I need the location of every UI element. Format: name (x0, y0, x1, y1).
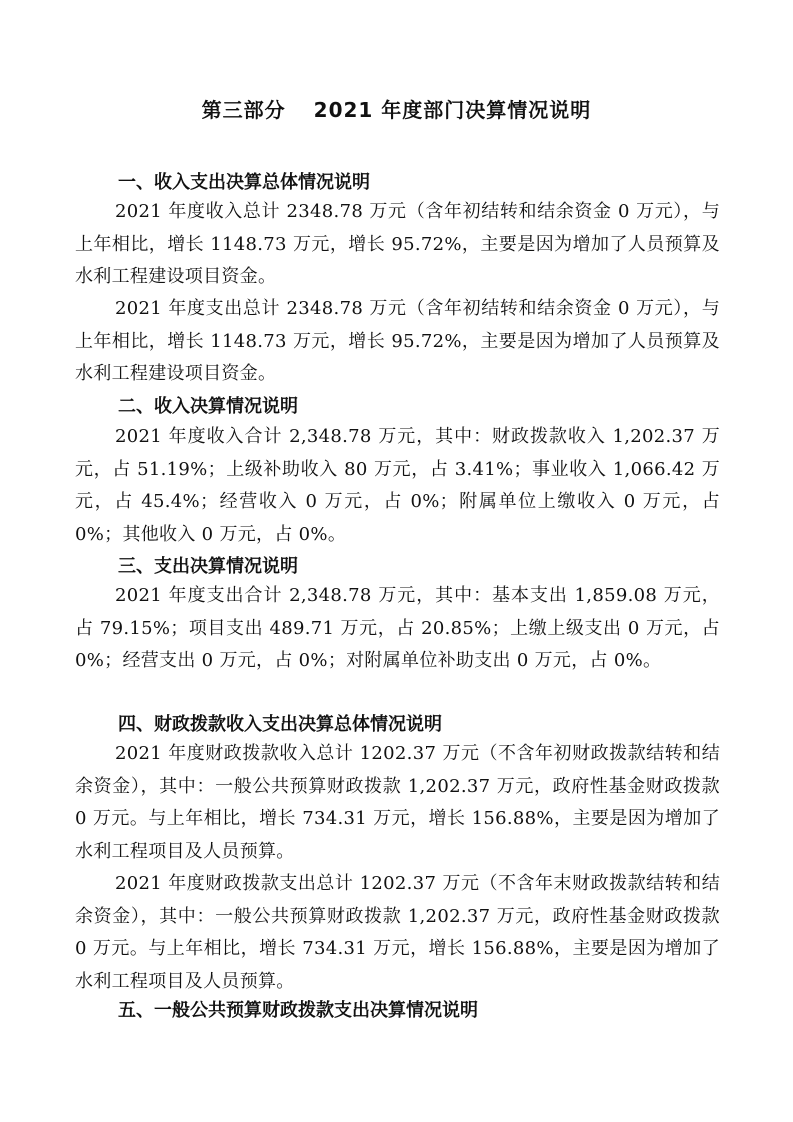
paragraph-2-1: 2021 年度收入合计 2,348.78 万元，其中：财政拨款收入 1,202.37 万元，占 51.19%；上级补助收入 80 万元，占 3.41%；事业收入 1,066.42 万元，占 45.4%；经营收入 0 万元，占 0%；附属单位上缴收入 0 万元，占 0%；其他收入 0 万元，占 0%。 (75, 426, 720, 545)
paragraph-4-2: 2021 年度财政拨款支出总计 1202.37 万元（不含年末财政拨款结转和结余资金），其中：一般公共预算财政拨款 1,202.37 万元，政府性基金财政拨款 0 万元。与上年相比，增长 734.31 万元，增长 156.88%，主要是因为增加了水利工程项目及人员预算。 (75, 873, 720, 992)
section-heading-5: 五、一般公共预算财政拨款支出决算情况说明 (118, 1000, 478, 1021)
section-heading-2: 二、收入决算情况说明 (118, 396, 298, 417)
paragraph-4-1: 2021 年度财政拨款收入总计 1202.37 万元（不含年初财政拨款结转和结余资金），其中：一般公共预算财政拨款 1,202.37 万元，政府性基金财政拨款 0 万元。与上年相比，增长 734.31 万元，增长 156.88%，主要是因为增加了水利工程项目及人员预算。 (75, 743, 720, 862)
paragraph-3-1: 2021 年度支出合计 2,348.78 万元，其中：基本支出 1,859.08 万元，占 79.15%；项目支出 489.71 万元，占 20.85%；上缴上级支出 0 万元，占 0%；经营支出 0 万元，占 0%；对附属单位补助支出 0 万元，占 0%。 (75, 585, 720, 671)
section-heading-1: 一、收入支出决算总体情况说明 (118, 172, 370, 193)
page-title (0, 96, 793, 124)
title-main: 2021 年度部门决算情况说明 (313, 98, 592, 122)
section-heading-3: 三、支出决算情况说明 (118, 556, 298, 577)
paragraph-1-1: 2021 年度收入总计 2348.78 万元（含年初结转和结余资金 0 万元），与上年相比，增长 1148.73 万元，增长 95.72%，主要是因为增加了人员预算及水利工程建设项目资金。 (75, 201, 720, 287)
title-part: 第三部分 (201, 98, 286, 122)
section-heading-4: 四、财政拨款收入支出决算总体情况说明 (118, 714, 442, 735)
paragraph-1-2: 2021 年度支出总计 2348.78 万元（含年初结转和结余资金 0 万元），与上年相比，增长 1148.73 万元，增长 95.72%，主要是因为增加了人员预算及水利工程建设项目资金。 (75, 298, 720, 384)
